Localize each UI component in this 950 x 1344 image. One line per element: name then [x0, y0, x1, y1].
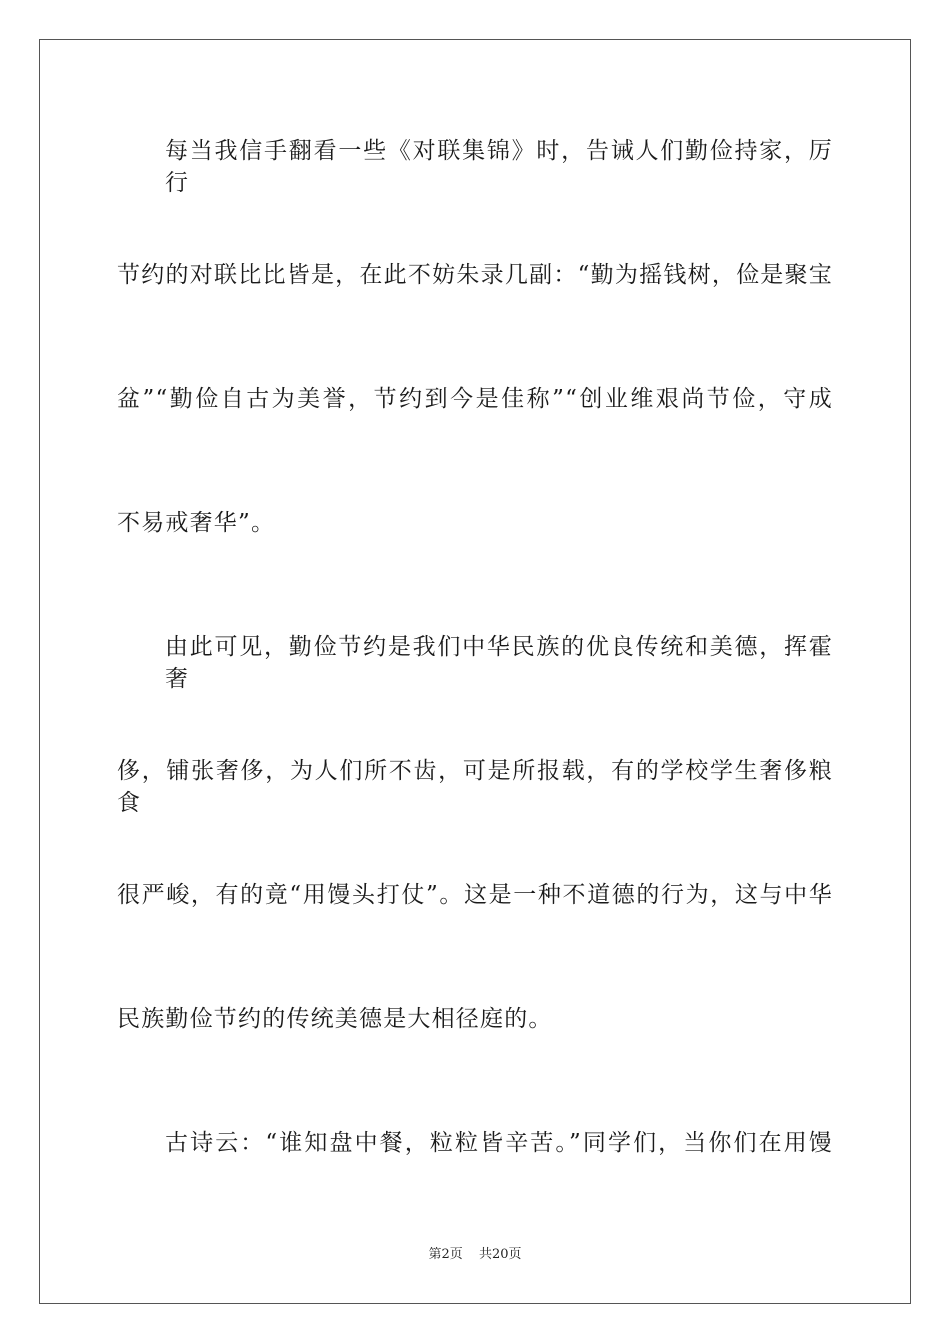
paragraph-1-line-3: 盆”“勤俭自古为美誉，节约到今是佳称”“创业维艰尚节俭，守成 — [117, 386, 833, 412]
paragraph-1-line-2: 节约的对联比比皆是，在此不妨朱录几副：“勤为摇钱树，俭是聚宝 — [117, 262, 833, 288]
paragraph-2-line-2: 侈，铺张奢侈，为人们所不齿，可是所报载，有的学校学生奢侈粮食 — [117, 758, 833, 816]
page-total: 共20页 — [478, 1247, 522, 1262]
paragraph-3-line-1: 古诗云：“谁知盘中餐，粒粒皆辛苦。”同学们，当你们在用馒 — [165, 1130, 833, 1156]
paragraph-2-line-4: 民族勤俭节约的传统美德是大相径庭的。 — [117, 1006, 553, 1032]
paragraph-2-line-1: 由此可见，勤俭节约是我们中华民族的优良传统和美德，挥霍奢 — [165, 634, 833, 692]
page-footer — [0, 1246, 950, 1264]
page-number: 第2页 — [428, 1247, 463, 1262]
paragraph-1-line-1: 每当我信手翻看一些《对联集锦》时，告诫人们勤俭持家，厉行 — [165, 138, 833, 196]
paragraph-1-line-4: 不易戒奢华”。 — [117, 510, 276, 536]
paragraph-2-line-3: 很严峻，有的竟“用馒头打仗”。这是一种不道德的行为，这与中华 — [117, 882, 833, 908]
